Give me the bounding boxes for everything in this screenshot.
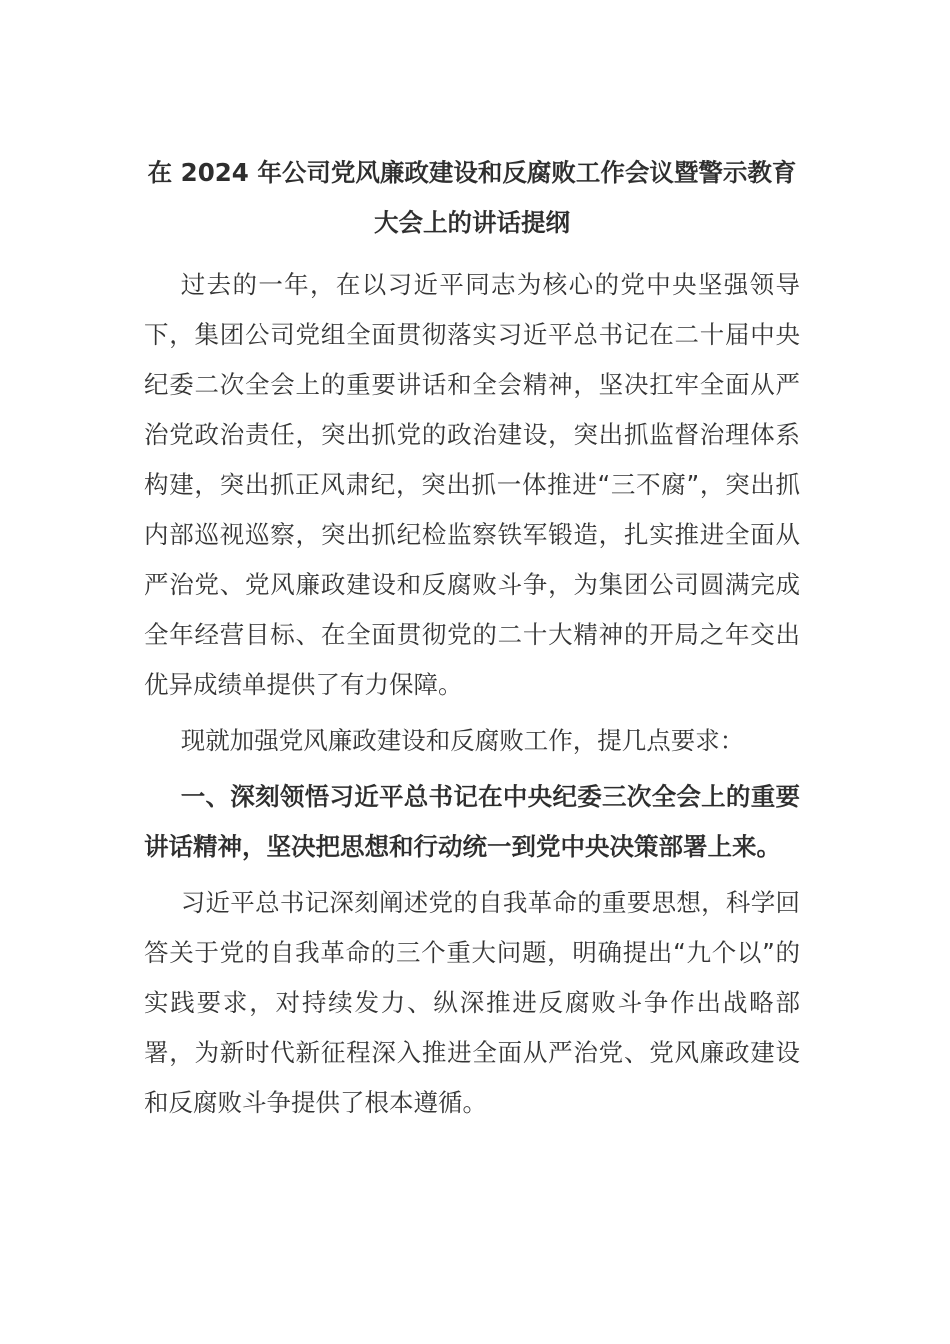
document-title: 在 2024 年公司党风廉政建设和反腐败工作会议暨警示教育大会上的讲话提纲 [147,158,797,237]
section-heading-1: 一、深刻领悟习近平总书记在中央纪委三次全会上的重要讲话精神，坚决把思想和行动统一到党中央决策部署上来。 [144,782,800,861]
paragraph-section-1: 习近平总书记深刻阐述党的自我革命的重要思想，科学回答关于党的自我革命的三个重大问题，明确提出“九个以”的实践要求，对持续发力、纵深推进反腐败斗争作出战略部署，为新时代新征程深入推进全面从严治党、党风廉政建设和反腐败斗争提供了根本遵循。 [144,888,800,1117]
document-body [144,148,800,1128]
paragraph-review: 过去的一年，在以习近平同志为核心的党中央坚强领导下，集团公司党组全面贯彻落实习近平总书记在二十届中央纪委二次全会上的重要讲话和全会精神，坚决扛牢全面从严治党政治责任，突出抓党的政治建设，突出抓监督治理体系构建，突出抓正风肃纪，突出抓一体推进“三不腐”，突出抓内部巡视巡察，突出抓纪检监察铁军锻造，扎实推进全面从严治党、党风廉政建设和反腐败斗争，为集团公司圆满完成全年经营目标、在全面贯彻党的二十大精神的开局之年交出优异成绩单提供了有力保障。 [144,270,800,699]
paragraph-requirements-intro: 现就加强党风廉政建设和反腐败工作，提几点要求： [180,726,745,755]
